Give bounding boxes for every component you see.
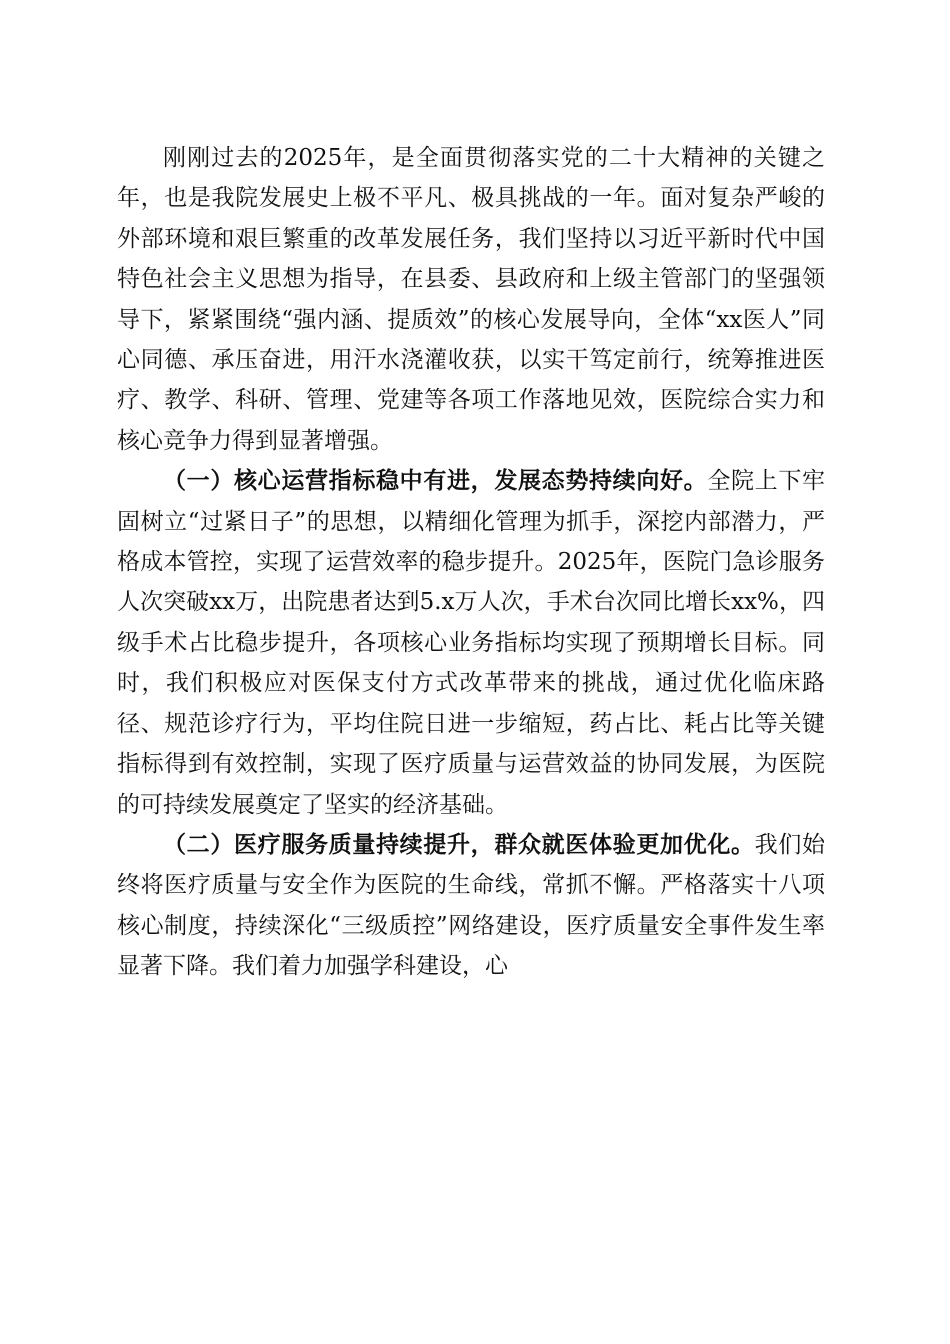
section-2-heading: （二）医疗服务质量持续提升，群众就医体验更加优化。 (163, 831, 755, 858)
section-1-heading: （一）核心运营指标稳中有进，发展态势持续向好。 (163, 468, 708, 495)
section-2-text: 我们始终将医疗质量与安全作为医院的生命线，常抓不懈。严格落实十八项核心制度，持续深化“三级质控”网络建设，医疗质量安全事件发生率显著下降。我们着力加强学科建设，心 (117, 831, 826, 980)
paragraph-section-1 (117, 461, 825, 825)
paragraph-intro (117, 138, 825, 461)
paragraph-intro-text: 刚刚过去的2025年，是全面贯彻落实党的二十大精神的关键之年，也是我院发展史上极不平凡、极具挑战的一年。面对复杂严峻的外部环境和艰巨繁重的改革发展任务，我们坚持以习近平新时代中国特色社会主义思想为指导，在县委、县政府和上级主管部门的坚强领导下，紧紧围绕“强内涵、提质效”的核心发展导向，全体“xx医人”同心同德、承压奋进，用汗水浇灌收获，以实干笃定前行，统筹推进医疗、教学、科研、管理、党建等各项工作落地见效，医院综合实力和核心竞争力得到显著增强。 (117, 145, 825, 454)
paragraph-section-2 (117, 825, 825, 987)
document-body (117, 138, 825, 987)
section-1-text: 全院上下牢固树立“过紧日子”的思想，以精细化管理为抓手，深挖内部潜力，严格成本管控，实现了运营效率的稳步提升。2025年，医院门急诊服务人次突破xx万，出院患者达到5.x万人次，手术台次同比增长xx%，四级手术占比稳步提升，各项核心业务指标均实现了预期增长目标。同时，我们积极应对医保支付方式改革带来的挑战，通过优化临床路径、规范诊疗行为，平均住院日进一步缩短，药占比、耗占比等关键指标得到有效控制，实现了医疗质量与运营效益的协同发展，为医院的可持续发展奠定了坚实的经济基础。 (117, 468, 826, 818)
